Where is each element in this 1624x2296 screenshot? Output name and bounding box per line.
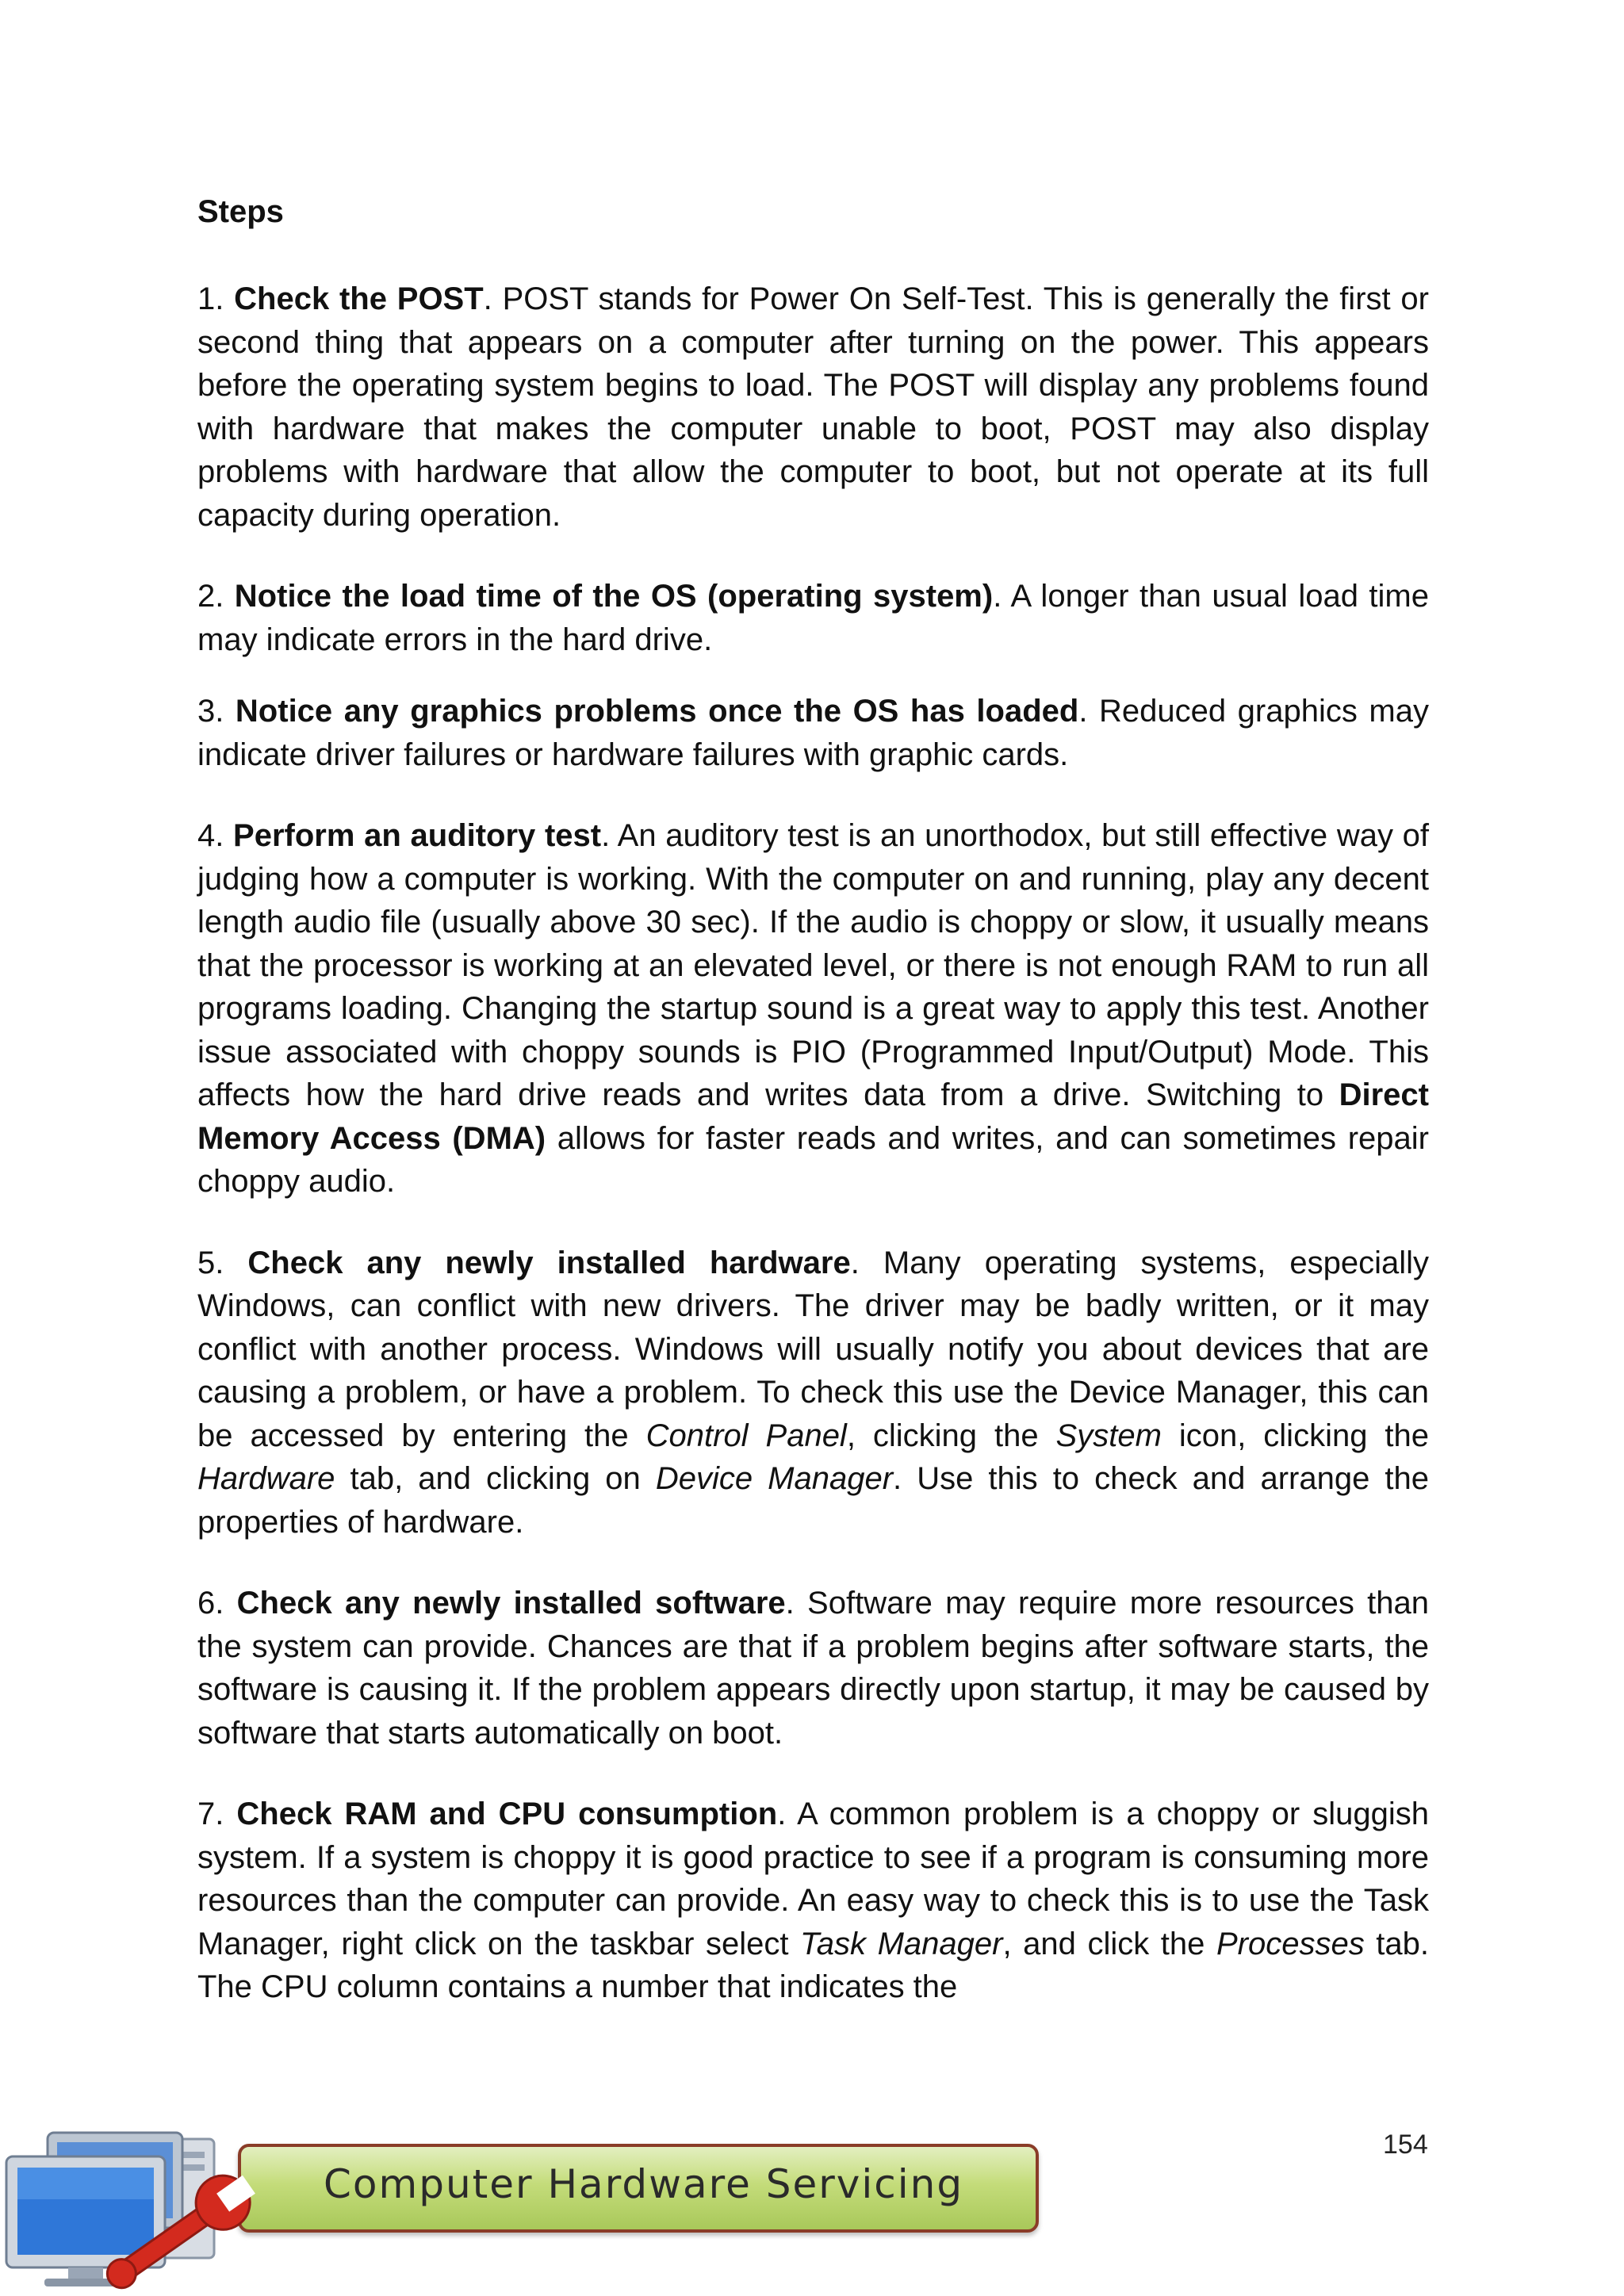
step-text: allows for faster reads and writes, and can sometimes repair choppy audio.: [197, 1120, 1429, 1199]
step-text: . A common problem is a choppy or sluggish system. If a system is choppy it is good practice to see if a program is consuming more resources than the computer can provide. An easy way to check this is to use the Task Manager, right click on the taskbar select: [197, 1797, 1429, 1961]
step-text: tab, and clicking on: [335, 1461, 656, 1496]
step-6: [197, 1582, 1429, 1755]
step-text: . Reduced graphics may indicate driver failures or hardware failures with graphic cards.: [197, 694, 1429, 772]
step-number: 5.: [197, 1245, 224, 1280]
step-title: Notice the load time of the OS (operating system): [234, 579, 994, 614]
step-2: [197, 575, 1429, 661]
step-title: Check the POST: [234, 281, 484, 316]
step-title: Check any newly installed software: [236, 1586, 786, 1621]
step-text: . POST stands for Power On Self-Test. This is generally the first or second thing that appears on a computer after turning on the power. This appears before the operating system begins to load. The POST will display any problems found with hardware that makes the computer unable to boot, POST may also display problems with hardware that allow the computer to boot, but not operate at its full capacity during operation.: [197, 281, 1429, 533]
step-3: [197, 690, 1429, 776]
step-1: [197, 277, 1429, 537]
step-italic: System: [1055, 1418, 1162, 1453]
step-emphasis: Direct Memory Access (DMA): [197, 1077, 1429, 1156]
footer-banner-text: Computer Hardware Servicing: [324, 2161, 964, 2207]
step-text: . An auditory test is an unorthodox, but still effective way of judging how a computer is working. With the computer on and running, play any decent length audio file (usually above 30 sec). If the audio is choppy or slow, it usually means that the processor is working at an elevated level, or there is not enough RAM to run all programs loading. Changing the startup sound is a great way to apply this test. Another issue associated with choppy sounds is PIO (Programmed Input/Output) Mode. This affects how the hard drive reads and writes data from a drive. Switching to: [197, 818, 1429, 1112]
step-title: Perform an auditory test: [233, 818, 602, 853]
step-7: [197, 1793, 1429, 2009]
step-number: 2.: [197, 579, 224, 614]
step-title: Check RAM and CPU consumption: [236, 1797, 778, 1831]
step-4: [197, 814, 1429, 1203]
step-text: . A longer than usual load time may indicate errors in the hard drive.: [197, 579, 1429, 657]
footer-banner: [238, 2144, 1039, 2233]
step-number: 4.: [197, 818, 224, 853]
section-heading: Steps: [197, 194, 284, 229]
step-number: 3.: [197, 694, 224, 729]
step-italic: Hardware: [197, 1461, 335, 1496]
step-text: . Software may require more resources than the system can provide. Chances are that if a problem begins after software starts, the software is causing it. If the problem appears directly upon startup, it may be caused by software that starts automatically on boot.: [197, 1586, 1429, 1751]
step-text: , and click the: [1002, 1926, 1216, 1961]
computer-wrench-icon: [0, 2125, 301, 2296]
page-number: 154: [1383, 2130, 1428, 2160]
page-body: [197, 190, 1429, 2009]
step-italic: Processes: [1216, 1926, 1365, 1961]
step-number: 6.: [197, 1586, 224, 1621]
step-italic: Control Panel: [645, 1418, 847, 1453]
step-text: . Use this to check and arrange the properties of hardware.: [197, 1461, 1429, 1540]
step-title: Check any newly installed hardware: [247, 1245, 851, 1280]
step-number: 1.: [197, 281, 224, 316]
step-text: tab. The CPU column contains a number that indicates the: [197, 1926, 1429, 2004]
step-text: . Many operating systems, especially Windows, can conflict with new drivers. The driver may be badly written, or it may conflict with another process. Windows will usually notify you about devices that are causing a problem, or have a problem. To check this use the Device Manager, this can be accessed by entering the: [197, 1245, 1429, 1453]
step-italic: Task Manager: [800, 1926, 1003, 1961]
step-text: , clicking the: [846, 1418, 1056, 1453]
step-text: icon, clicking the: [1161, 1418, 1429, 1453]
step-5: [197, 1242, 1429, 1544]
step-number: 7.: [197, 1797, 224, 1831]
step-italic: Device Manager: [655, 1461, 894, 1496]
step-title: Notice any graphics problems once the OS has loaded: [235, 694, 1079, 729]
